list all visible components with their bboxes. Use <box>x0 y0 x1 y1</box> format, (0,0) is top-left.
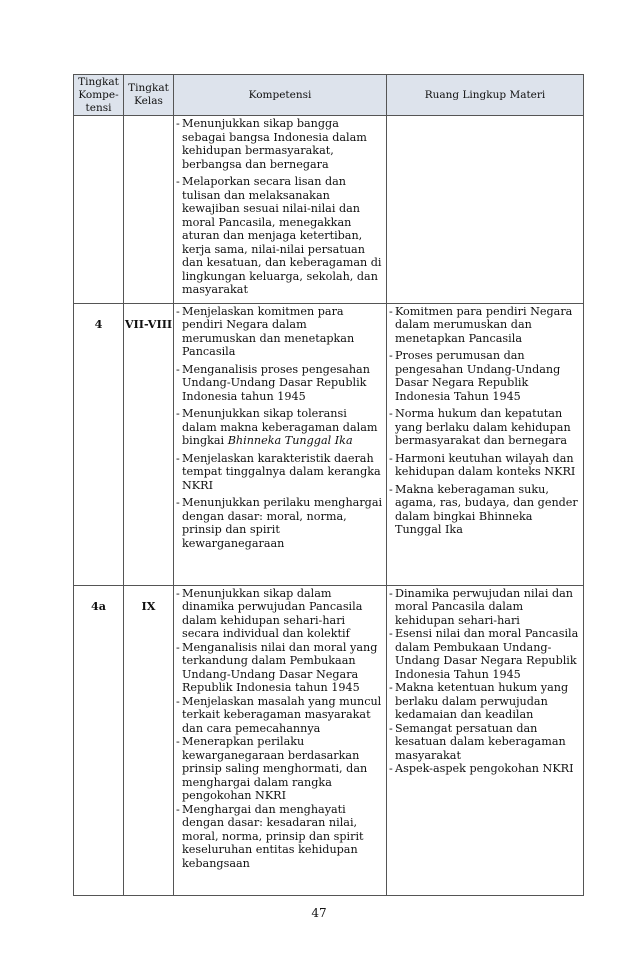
kompetensi-item <box>176 407 384 448</box>
bullet-dash: - <box>389 482 393 496</box>
kompetensi-text: Menghargai dan menghayati dengan dasar: kesadaran nilai, moral, norma, prinsip dan spirit keseluruhan entitas kehidupan kebangsaan <box>182 802 364 870</box>
materi-item <box>389 407 581 448</box>
cell-tingkat-kelas <box>124 116 174 304</box>
bullet-dash: - <box>176 640 180 654</box>
cell-tingkat-kelas: VII-VIII <box>124 303 174 585</box>
table-row <box>74 585 584 895</box>
cell-ruang-lingkup <box>387 303 584 585</box>
materi-text: Makna keberagaman suku, agama, ras, budaya, dan gender dalam bingkai Bhinneka Tunggal Ika <box>395 482 578 536</box>
kompetensi-item <box>176 305 384 359</box>
kompetensi-item <box>176 175 384 297</box>
kompetensi-item <box>176 496 384 550</box>
materi-item <box>389 483 581 537</box>
table-row <box>74 116 584 304</box>
cell-ruang-lingkup <box>387 585 584 895</box>
kompetensi-italic-text: Bhinneka Tunggal Ika <box>227 434 353 447</box>
cell-kompetensi <box>174 116 387 304</box>
cell-tingkat-kelas: IX <box>124 585 174 895</box>
materi-item <box>389 587 581 628</box>
kompetensi-item <box>176 117 384 171</box>
header-ruang-lingkup: Ruang Lingkup Materi <box>387 75 584 116</box>
materi-text: Esensi nilai dan moral Pancasila dalam Pembukaan Undang-Undang Dasar Negara Republik Indonesia Tahun 1945 <box>395 627 579 681</box>
materi-item <box>389 762 581 776</box>
bullet-dash: - <box>389 627 393 640</box>
kompetensi-item <box>176 587 384 641</box>
bullet-dash: - <box>389 586 393 600</box>
cell-kompetensi <box>174 585 387 895</box>
materi-text: Proses perumusan dan pengesahan Undang-Undang Dasar Negara Republik Indonesia Tahun 1945 <box>395 349 561 403</box>
materi-text: Harmoni keutuhan wilayah dan kehidupan dalam konteks NKRI <box>395 451 576 478</box>
kompetensi-text: Melaporkan secara lisan dan tulisan dan melaksanakan kewajiban sesuai nilai-nilai dan moral Pancasila, menegakkan aturan dan menjaga ketertiban, kerja sama, nilai-nilai persatuan dan kesatuan, dan keberagaman di lingkungan keluarga, sekolah, dan masyarakat <box>182 175 382 296</box>
bullet-dash: - <box>176 175 180 188</box>
materi-text: Aspek-aspek pengokohan NKRI <box>395 762 574 775</box>
cell-tingkat-kompetensi: 4 <box>74 303 124 585</box>
bullet-dash: - <box>176 802 180 816</box>
bullet-dash: - <box>176 694 180 708</box>
bullet-dash: - <box>176 496 180 509</box>
bullet-dash: - <box>389 762 393 775</box>
bullet-dash: - <box>389 304 393 318</box>
table-row <box>74 303 584 585</box>
cell-tingkat-kompetensi: 4a <box>74 585 124 895</box>
kompetensi-text: Menganalisis nilai dan moral yang terkandung dalam Pembukaan Undang-Undang Dasar Negara Republik Indonesia tahun 1945 <box>182 640 378 694</box>
kompetensi-text: Menganalisis proses pengesahan Undang-Undang Dasar Republik Indonesia tahun 1945 <box>182 362 370 403</box>
bullet-dash: - <box>389 349 393 362</box>
bullet-dash: - <box>176 451 180 465</box>
competency-table <box>73 74 584 896</box>
kompetensi-text: Menunjukkan perilaku menghargai dengan dasar: moral, norma, prinsip dan spirit kewarganegaraan <box>182 496 383 550</box>
bullet-dash: - <box>389 407 393 420</box>
materi-text: Dinamika perwujudan nilai dan moral Pancasila dalam kehidupan sehari-hari <box>395 586 573 627</box>
kompetensi-text: Menjelaskan komitmen para pendiri Negara dalam merumuskan dan menetapkan Pancasila <box>182 304 355 358</box>
cell-kompetensi <box>174 303 387 585</box>
materi-text: Komitmen para pendiri Negara dalam merumuskan dan menetapkan Pancasila <box>395 304 573 345</box>
materi-item <box>389 349 581 403</box>
header-tingkat-kelas: Tingkat Kelas <box>124 75 174 116</box>
materi-item <box>389 627 581 681</box>
bullet-dash: - <box>176 304 180 318</box>
bullet-dash: - <box>176 117 180 130</box>
kompetensi-item <box>176 695 384 736</box>
bullet-dash: - <box>176 586 180 600</box>
kompetensi-item <box>176 452 384 493</box>
kompetensi-item <box>176 735 384 803</box>
bullet-dash: - <box>176 735 180 748</box>
materi-item <box>389 681 581 722</box>
bullet-dash: - <box>389 681 393 694</box>
materi-text: Norma hukum dan kepatutan yang berlaku dalam kehidupan bermasyarakat dan bernegara <box>395 407 571 447</box>
bullet-dash: - <box>176 407 180 420</box>
materi-text: Semangat persatuan dan kesatuan dalam keberagaman masyarakat <box>395 721 566 762</box>
materi-text: Makna ketentuan hukum yang berlaku dalam perwujudan kedamaian dan keadilan <box>395 681 569 721</box>
kompetensi-item <box>176 363 384 404</box>
kompetensi-text: Menunjukkan sikap bangga sebagai bangsa Indonesia dalam kehidupan bermasyarakat, berbangsa dan bernegara <box>182 117 367 171</box>
page-number: 47 <box>311 906 327 920</box>
kompetensi-text: Menjelaskan karakteristik daerah tempat tinggalnya dalam kerangka NKRI <box>182 451 381 492</box>
kompetensi-text: Menjelaskan masalah yang muncul terkait keberagaman masyarakat dan cara pemecahannya <box>182 694 382 735</box>
materi-item <box>389 722 581 763</box>
bullet-dash: - <box>389 451 393 465</box>
header-kompetensi: Kompetensi <box>174 75 387 116</box>
bullet-dash: - <box>389 721 393 735</box>
cell-tingkat-kompetensi <box>74 116 124 304</box>
kompetensi-item <box>176 641 384 695</box>
kompetensi-text: Menunjukkan sikap dalam dinamika perwujudan Pancasila dalam kehidupan sehari-hari secara individual dan kolektif <box>182 586 363 640</box>
bullet-dash: - <box>176 362 180 376</box>
materi-item <box>389 452 581 479</box>
cell-ruang-lingkup <box>387 116 584 304</box>
header-tingkat-kompetensi: Tingkat Kompe-tensi <box>74 75 124 116</box>
materi-item <box>389 305 581 346</box>
kompetensi-item <box>176 803 384 871</box>
kompetensi-text: Menunjukkan sikap toleransi dalam makna keberagaman dalam bingkai <box>182 407 378 447</box>
kompetensi-text: Menerapkan perilaku kewarganegaraan berdasarkan prinsip saling menghormati, dan menghargai dalam rangka pengokohan NKRI <box>182 735 368 802</box>
header-row <box>74 75 584 116</box>
